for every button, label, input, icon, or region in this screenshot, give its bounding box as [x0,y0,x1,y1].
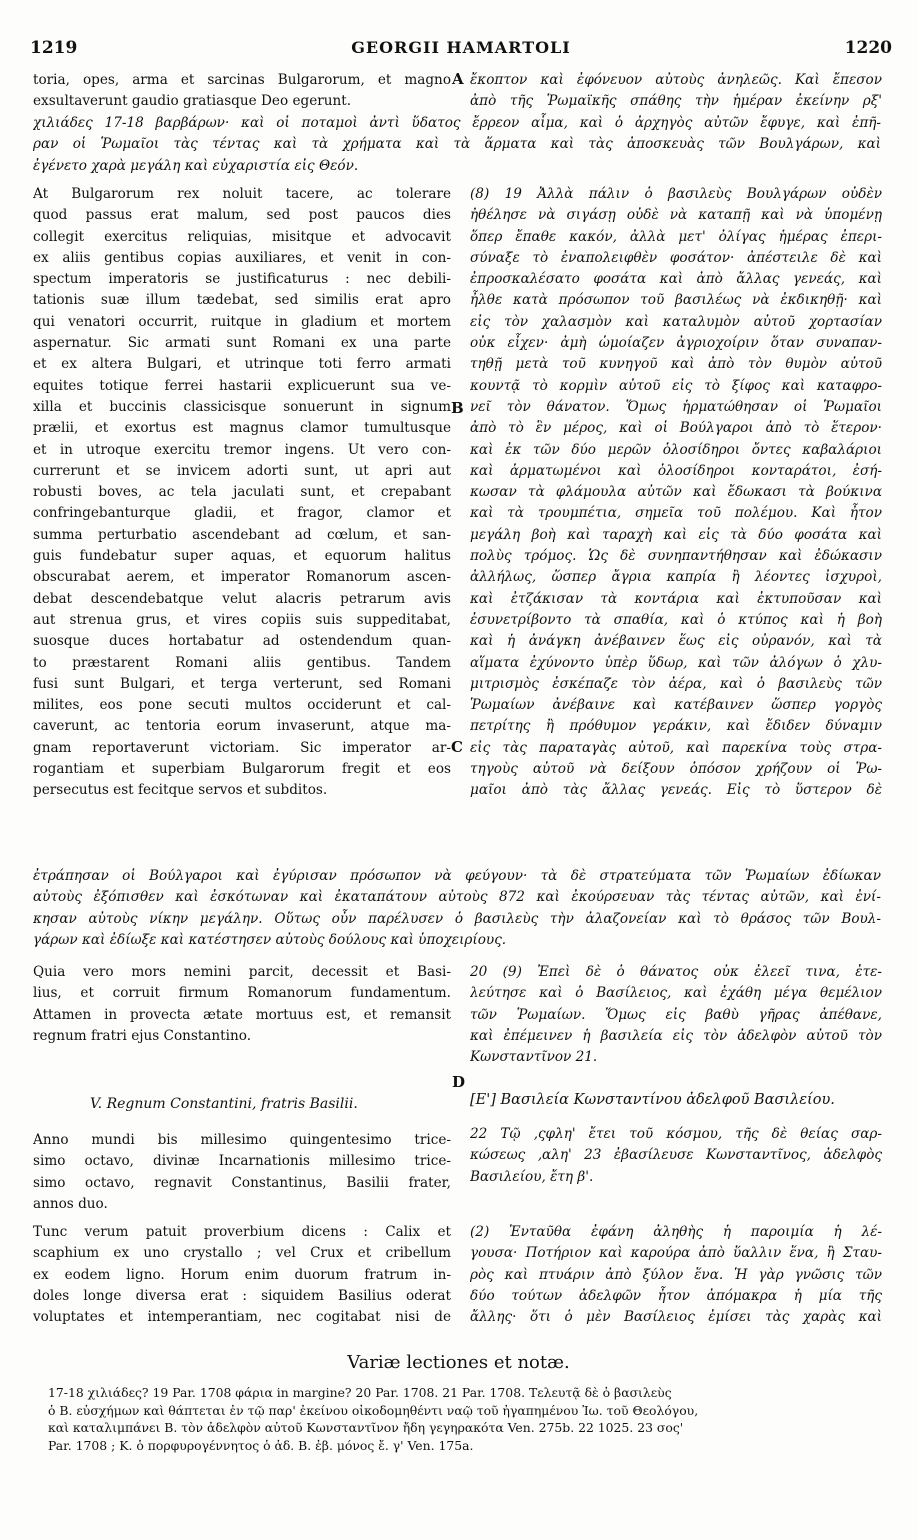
text-line: 20 (9) Ἐπεὶ δὲ ὁ θάνατος οὐκ ἐλεεῖ τινα, ἐτε- [470,964,882,980]
text-line: ἐγένετο χαρὰ μεγάλη καὶ εὐχαριστία εἰς Θεόν. [33,157,359,174]
greek-full-text-2 [33,866,881,951]
text-line: Anno mundi bis millesimo quingentesimo trice- [33,1132,451,1148]
text-line: καὶ ἐπέμεινεν ἡ βασιλεία εἰς τὸν ἀδελφὸν αὐτοῦ τὸν [470,1027,882,1044]
text-line: scaphium ex uno crystallo ; vel Crux et cribellum [33,1245,451,1262]
text-line: σύναξε τὸ ἐναπολειφθὲν φοσάτον· ἀπέστειλε δὲ καὶ [470,249,882,266]
text-line: κώσεως ‚αλη' 23 ἐβασίλευσε Κωνσταντῖνος, ἀδελφὸς [470,1147,882,1164]
text-line: caverunt, ac tentoria eorum invaserunt, atque ma- [33,718,451,735]
text-line: κουντᾷ τὸ κορμὶν αὐτοῦ εἰς τὸ ξίφος καὶ καταφρο- [470,377,882,394]
text-line: 22 Τῷ ‚ςφλη' ἔτει τοῦ κόσμου, τῆς δὲ θείας σαρ- [470,1126,882,1142]
text-line: Βασιλείου, ἔτη β'. [470,1168,594,1185]
text-line: Tunc verum patuit proverbium dicens : Calix et [33,1224,451,1240]
running-head: GEORGII HAMARTOLI [351,38,571,57]
text-line: ex aliis gentibus copias auxiliares, et venit in con- [33,249,451,266]
text-line: suosque duces hortabatur ad ostendendum quan- [33,633,451,650]
text-line: καὶ τὰ τρουμπέτια, σημεῖα τοῦ πολέμου. Καὶ ἦτον [470,505,882,522]
text-line: to præstarent Romani aliis gentibus. Tandem [33,654,451,671]
text-line: ρὸς καὶ πτυάριν ἀπὸ ξύλον ἕνα. Ἡ γὰρ γνῶσις τῶν [470,1266,882,1283]
text-line: qui venatori occurrit, ruitque in gladium et mortem [33,313,451,330]
margin-letter-b: B [451,399,464,417]
text-line: αἵματα ἐχύνοντο ὑπὲρ ὕδωρ, καὶ τῶν ἀλόγων ὁ χλυ- [470,654,882,671]
text-line: gnam reportaverunt victoriam. Sic imperator ar- [33,739,451,756]
text-line: prælii, et exortus est magnus clamor tumultusque [33,420,451,437]
text-line: λεύτησε καὶ ὁ Βασίλειος, καὶ ἐχάθη μέγα θεμέλιον [470,985,882,1002]
text-line: οὐκ εἶχεν· ἀμὴ ὡμοίαζεν ἀγριοχοίριν ὅταν συναπαν- [470,335,882,352]
text-line: rogantiam et superbiam Bulgarorum fregit et eos [33,761,451,778]
right-page-number: 1220 [844,38,892,58]
text-line: πολὺς τρόμος. Ὡς δὲ συνηπαντήθησαν καὶ ἐδώκασιν [470,548,882,565]
text-line: collegit exercitus reliquias, misitque et advocavit [33,228,451,245]
text-line: κησαν αὐτοὺς νίκην μεγάλην. Οὕτως οὖν παρέλυσεν ὁ βασιλεὺς τὴν ἀλαζονείαν καὶ τὸ θράσος τῶν Βουλ- [33,910,881,927]
text-line: summa perturbatio ascendebant ad cœlum, et san- [33,526,451,543]
margin-letter-c: C [451,738,463,756]
text-line: τῶν Ῥωμαίων. Ὅμως εἰς βαθὺ γῆρας ἀπέθανε, [470,1006,882,1023]
text-line: εἰς τὸν χαλασμὸν καὶ καταλυμὸν αὐτοῦ χορτασίαν [470,313,882,330]
text-line: persecutus est fecitque servos et subditos. [33,782,328,799]
text-line: καὶ ἐκ τῶν δύο μερῶν ὁλοσίδηροι ὄντες καβαλάριοι [470,441,882,458]
text-line: αὐτοὺς ἐξόπισθεν καὶ ἐσκότωναν καὶ ἐκαταπάτουν αὐτοὺς 872 καὶ ἐκούρσευαν τὰς τέντας αὐτῶν, καὶ ἐνί- [33,889,881,906]
footnote-line: Par. 1708 ; Κ. ὁ πορφυρογέννητος ὁ ἀδ. Β. ἐβ. μόνος ἔ. γ' Ven. 175a. [48,1437,474,1453]
text-line: (2) Ἐνταῦθα ἐφάνη ἀληθὴς ἡ παροιμία ἡ λέ- [470,1224,882,1240]
margin-letter-a: A [452,70,464,88]
footnote-line: ὁ Β. εὐσχήμων καὶ θάπτεται ἐν τῷ παρ' ἐκείνου οἰκοδομηθέντι ναῷ τοῦ ἠγαπημένου Ἰω. τοῦ Θεολόγου, [48,1402,699,1418]
text-line: regnum fratri ejus Constantino. [33,1027,252,1044]
text-line: simo octavo, regnavit Constantinus, Basilii frater, [33,1174,451,1191]
text-line: guis fundebatur super aquas, et equorum halitus [33,548,451,565]
text-line: confringebanturque gladii, et fragor, clamor et [33,505,451,522]
top-latin-text [33,70,451,113]
section-title-greek: [Ε'] Βασιλεία Κωνσταντίνου ἀδελφοῦ Βασιλείου. [470,1092,835,1108]
text-line: et in utroque exercitu tremor ingens. Ut vero con- [33,441,451,458]
text-line: lius, et corruit firmum Romanorum fundamentum. [33,985,451,1002]
greek-column-3 [470,1124,882,1188]
text-line: obscurabat aerem, et imperator Romanorum ascen- [33,569,451,586]
text-line: ἐπροσκαλέσατο φοσάτα καὶ ἀπὸ ἄλλας γενεάς, καὶ [470,271,882,288]
text-line: χιλιάδες 17-18 βαρβάρων· καὶ οἱ ποταμοὶ ἀντὶ ὕδατος ἔρρεον αἷμα, καὶ ὁ ἀρχηγὸς αὐτῶν ἔφυγε, καὶ ἐπῆ- [33,115,881,131]
text-line: quod passus erat malum, sed post paucos dies [33,207,451,224]
text-line: τηθῇ μετὰ τοῦ κυνηγοῦ καὶ ἀπὸ τὸν θυμὸν αὐτοῦ [470,356,882,373]
text-line: καὶ ἡ ἀνάγκη ἀνέβαινεν ἕως εἰς οὐρανόν, καὶ τὰ [470,633,882,650]
text-line: debat descendebatque velut alacris petrarum avis [33,590,451,607]
text-line: voluptates et intemperantiam, nec cogitabat nisi de [33,1309,451,1326]
text-line: aut strenua grus, et vires copiis suis suppeditabat, [33,611,451,628]
text-line: μαῖοι ἀπὸ τὰς ἄλλας γενεάς. Εἰς τὸ ὕστερον δὲ [470,782,882,799]
left-page-number: 1219 [30,38,78,58]
text-line: γάρων καὶ ἐδίωξε καὶ κατέστησεν αὐτοὺς δούλους καὶ ὑποχειρίους. [33,931,507,948]
text-line: δύο τούτων ἀδελφῶν ἦτον ἀπόμακρα ἡ μία τῆς [470,1287,882,1304]
text-line: fusi sunt Bulgari, et terga verterunt, sed Romani [33,675,451,692]
greek-column-1 [470,184,882,802]
footnote-line: καὶ καταλιμπάνει Β. τὸν ἀδελφὸν αὐτοῦ Κωνσταντῖνον ἤδη γεγηρακότα Ven. 275b. 22 1025. 23 σος' [48,1420,684,1436]
text-line: xilla et buccinis classicisque sonuerunt in signum [33,398,451,415]
text-line: κωσαν τὰ φλάμουλα αὐτῶν καὶ ἔδωκασι τὰ βούκινα [470,484,882,501]
section-title-latin: V. Regnum Constantini, fratris Basilii. [90,1096,358,1112]
greek-column-2 [470,962,882,1068]
text-line: toria, opes, arma et sarcinas Bulgarorum, et magno [33,72,451,88]
text-line: Κωνσταντῖνον 21. [470,1049,598,1066]
text-line: annos duo. [33,1195,108,1212]
text-line: Attamen in provecta ætate mortuus est, et remansit [33,1006,451,1023]
text-line: εἰς τὰς παραταγὰς αὐτοῦ, καὶ παρεκίνα τοὺς στρα- [470,739,882,756]
latin-column-1 [33,184,451,802]
text-line: ἠθέλησε νὰ σιγάσῃ οὐδὲ νὰ καταπῇ καὶ νὰ ὑπομένῃ [470,207,882,224]
text-line: τηγοὺς αὐτοῦ νὰ δείξουν ὁπόσον χρήζουν οἱ Ῥω- [470,761,882,778]
page-header [30,38,892,62]
text-line: Quia vero mors nemini parcit, decessit et Basi- [33,964,451,980]
text-line: aspernatur. Sic armati sunt Romani ex una parte [33,335,451,352]
margin-letter-d: D [452,1073,466,1091]
text-line: At Bulgarorum rex noluit tacere, ac tolerare [33,186,451,202]
text-line: milites, eos pone secuti multos occiderunt et cal- [33,697,451,714]
text-line: et ex altera Bulgari, et utrinque toti ferro armati [33,356,451,373]
text-line: ἐτράπησαν οἱ Βούλγαροι καὶ ἐγύρισαν πρόσωπον νὰ φεύγουν· τὰ δὲ στρατεύματα τῶν Ῥωμαίων ἐδίωκαν [33,868,881,884]
variae-title: Variæ lectiones et notæ. [347,1352,570,1373]
text-line: equites totique ferrei hastarii explicuerunt sua ve- [33,377,451,394]
latin-column-4 [33,1222,451,1328]
text-line: γουσα· Ποτήριον καὶ καρούρα ἀπὸ ὕαλλιν ἕνα, ἢ Σταυ- [470,1245,882,1262]
text-line: (8) 19 Ἀλλὰ πάλιν ὁ βασιλεὺς Βουλγάρων οὐδὲν [470,186,882,202]
text-line: ex eodem ligno. Horum enim duorum fratrum in- [33,1266,451,1283]
text-line: robusti boves, ac tela jaculati sunt, et crepabant [33,484,451,501]
text-line: Ῥωμαίων ἀνέβαινε καὶ κατέβαινεν ὥσπερ γοργὸς [470,697,882,714]
text-line: μιτρισμὸς ἐσκέπαζε τὸν ἀέρα, καὶ ὁ βασιλεὺς τῶν [470,675,882,692]
text-line: ραν οἱ Ῥωμαῖοι τὰς τέντας καὶ τὰ χρήματα καὶ τὰ ἅρματα καὶ τὰς ἀποσκευὰς τῶν Βουλγάρων, καὶ [33,136,881,153]
footnotes [48,1384,893,1454]
text-line: καὶ ἁρματωμένοι καὶ ὁλοσίδηροι κονταράτοι, ἐσή- [470,462,882,479]
latin-column-3 [33,1130,451,1215]
text-line: καὶ ἐτζάκισαν τὰ κοντάρια καὶ ἐκτυποῦσαν καὶ [470,590,882,607]
text-line: ὅπερ ἔπαθε κακόν, ἀλλὰ μετ' ὀλίγας ἡμέρας ἐπερι- [470,228,882,245]
text-line: exsultaverunt gaudio gratiasque Deo egerunt. [33,93,352,110]
latin-column-2 [33,962,451,1047]
text-line: doles longe diversa erat : siquidem Basilius oderat [33,1287,451,1304]
text-line: νεῖ τὸν θάνατον. Ὅμως ἡρματώθησαν οἱ Ῥωμαῖοι [470,398,882,415]
text-line: currerunt et se invicem adorti sunt, ut apri aut [33,462,451,479]
text-line: πετρίτης ἢ πρόθυμον γεράκιν, καὶ ἔδιδεν δύναμιν [470,718,882,735]
text-line: ἦλθε κατὰ πρόσωπον τοῦ βασιλέως νὰ ἐκδικηθῇ· καὶ [470,292,882,309]
top-greek-full-text [33,113,881,177]
footnote-line: 17-18 χιλιάδες? 19 Par. 1708 φάρια in margine? 20 Par. 1708. 21 Par. 1708. Τελευτᾷ δὲ ὁ βασιλεὺς [48,1385,672,1400]
text-line: spectum imperatoris se justificaturus : nec debili- [33,271,451,288]
text-line: ἀπὸ τὸ ἓν μέρος, καὶ οἱ Βούλγαροι ἀπὸ τὸ ἕτερον· [470,420,882,437]
text-line: ἄλλης· ὅτι ὁ μὲν Βασίλειος ἐμίσει τὰς χαρὰς καὶ [470,1309,882,1326]
text-line: ἀπὸ τῆς Ῥωμαϊκῆς σπάθης τὴν ἡμέραν ἐκείνην ρξ' [470,93,882,110]
text-line: ἀλλήλως, ὥσπερ ἄγρια καπρία ἢ λέοντες ἰσχυροὶ, [470,569,882,586]
text-line: μεγάλη βοὴ καὶ ταραχὴ καὶ εἰς τὰ δύο φοσάτα καὶ [470,526,882,543]
text-line: ἔκοπτον καὶ ἐφόνευον αὐτοὺς ἀνηλεῶς. Καὶ ἔπεσον [470,72,882,88]
greek-column-4 [470,1222,882,1328]
top-greek-right-text [470,70,882,113]
text-line: tationis suæ illum tædebat, sed similis erat apro [33,292,451,309]
text-line: simo octavo, divinæ Incarnationis millesimo trice- [33,1153,451,1170]
text-line: ἐσυνετρίβοντο τὰ σπαθία, καὶ ὁ κτύπος καὶ ἡ βοὴ [470,611,882,628]
